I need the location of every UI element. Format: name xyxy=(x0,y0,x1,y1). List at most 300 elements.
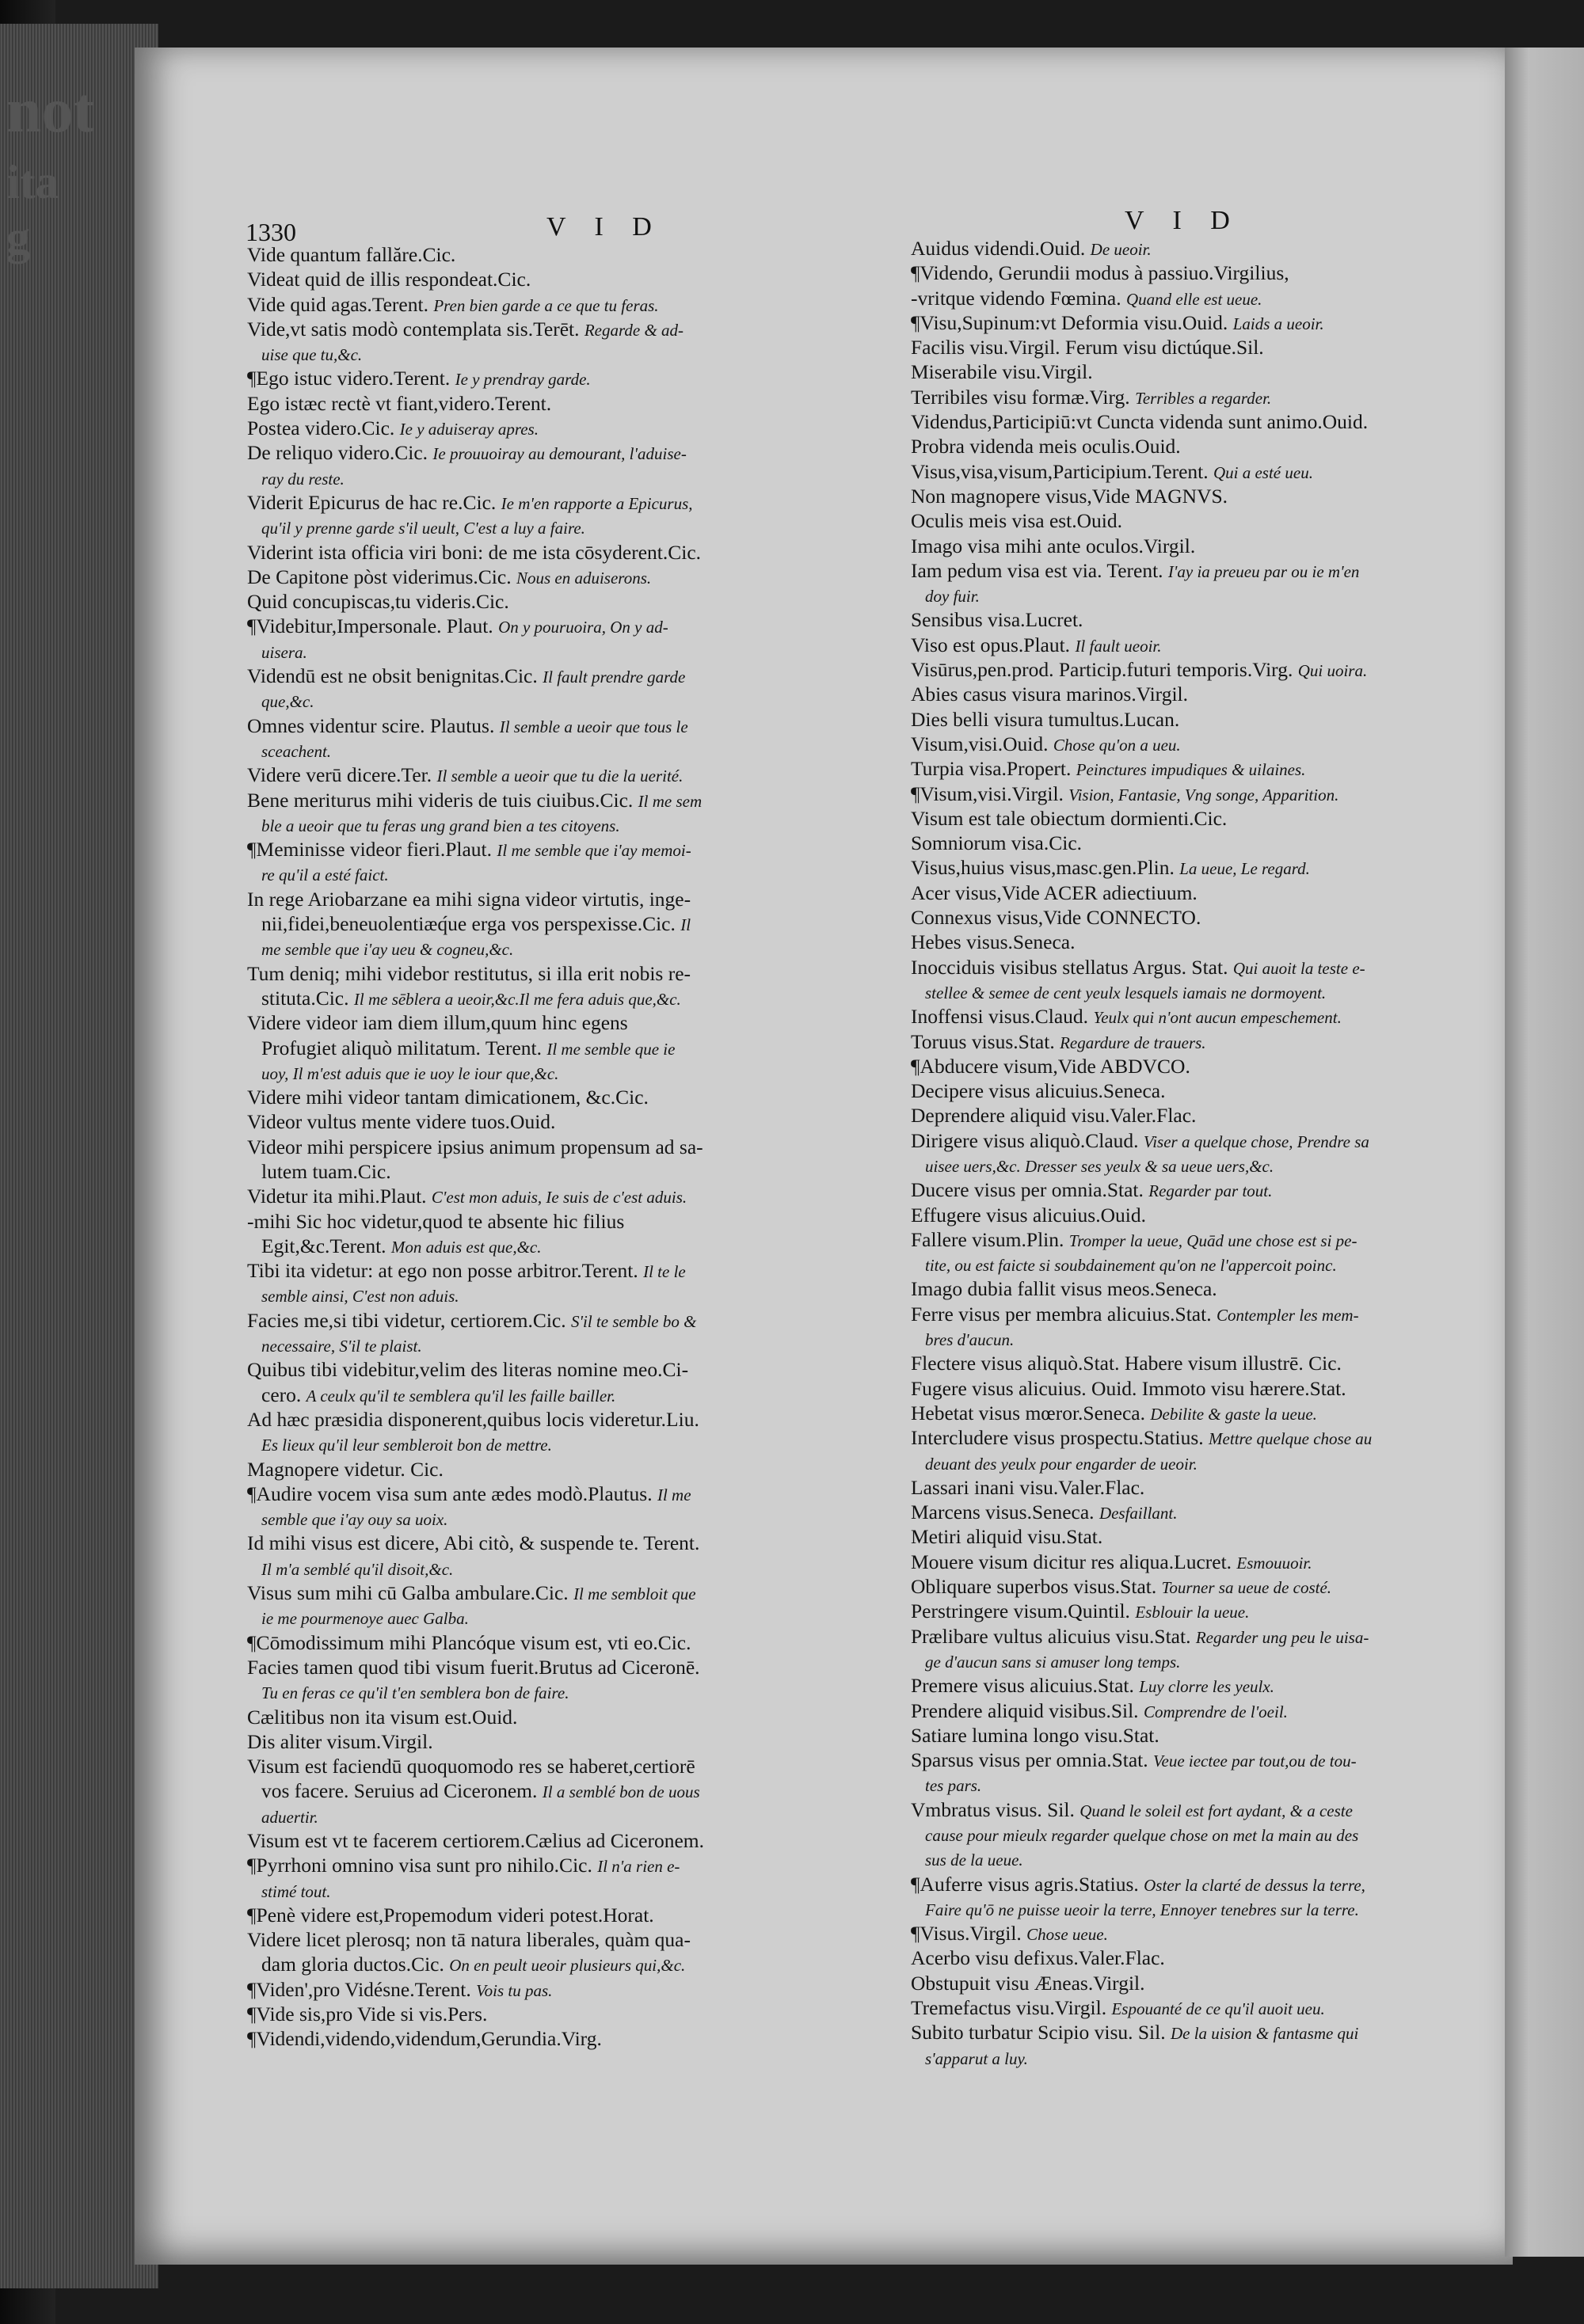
latin-text: ¶Abducere visum,Vide ABDVCO. xyxy=(911,1054,1190,1078)
french-gloss: Quand elle est ueue. xyxy=(1125,289,1262,309)
dictionary-line xyxy=(247,1308,889,1333)
french-gloss: que,&c. xyxy=(261,692,314,712)
french-gloss: Laids a ueoir. xyxy=(1232,314,1324,333)
dictionary-line xyxy=(911,359,1497,384)
dictionary-line xyxy=(247,1333,889,1357)
dictionary-line xyxy=(247,837,889,862)
dictionary-line xyxy=(247,788,889,812)
dictionary-line xyxy=(247,366,889,390)
dictionary-line xyxy=(911,1995,1497,2020)
dictionary-line xyxy=(247,1804,889,1828)
french-gloss: Il me semble que ie xyxy=(546,1039,676,1059)
latin-text: Acerbo visu defixus.Valer.Flac. xyxy=(911,1946,1165,1970)
french-gloss: Oster la clarté de dessus la terre, xyxy=(1144,1875,1365,1895)
dictionary-line xyxy=(247,1135,889,1159)
latin-text: Visum est faciendū quoquomodo res se haberet,certiorē xyxy=(247,1755,695,1778)
latin-text: Videor vultus mente videre tuos.Ouid. xyxy=(247,1110,556,1134)
french-gloss: Quand le soleil est fort aydant, & a ceste xyxy=(1079,1801,1353,1820)
dictionary-line xyxy=(911,1252,1497,1276)
dictionary-line xyxy=(911,2045,1497,2070)
latin-text: Visum est vt te facerem certiorem.Cælius ad Ciceronem. xyxy=(247,1829,704,1852)
dictionary-line xyxy=(911,558,1497,583)
french-gloss: uisera. xyxy=(261,642,307,662)
latin-text: Id mihi visus est dicere, Abi citò, & suspende te. Terent. xyxy=(247,1531,700,1555)
dictionary-line xyxy=(911,310,1497,335)
latin-text: Toruus visus.Stat. xyxy=(911,1029,1055,1053)
latin-text: Videndū est ne obsit benignitas.Cic. xyxy=(247,664,538,688)
latin-text: Videre licet plerosq; non tā natura liberales, quàm qua- xyxy=(247,1928,691,1952)
dictionary-line xyxy=(911,1673,1497,1698)
dictionary-line xyxy=(911,1475,1497,1500)
dictionary-line xyxy=(911,1599,1497,1623)
dictionary-line xyxy=(911,1971,1497,1995)
latin-text: Cælitibus non ita visum est.Ouid. xyxy=(247,1705,518,1729)
folio-number: 1330 xyxy=(246,218,296,246)
french-gloss: uisee uers,&c. Dresser ses yeulx & sa ueue uers,&c. xyxy=(925,1156,1274,1176)
dictionary-line xyxy=(911,1128,1497,1153)
dictionary-line xyxy=(911,261,1497,285)
dictionary-line xyxy=(247,1506,889,1531)
latin-text: Inoffensi visus.Claud. xyxy=(911,1005,1089,1029)
latin-text: Vmbratus visus. Sil. xyxy=(911,1797,1075,1821)
latin-text: Perstringere visum.Quintil. xyxy=(911,1599,1130,1623)
latin-text: Quid concupiscas,tu videris.Cic. xyxy=(247,590,509,614)
french-gloss: aduertir. xyxy=(261,1807,318,1827)
latin-text: Visum est tale obiectum dormienti.Cic. xyxy=(911,806,1228,830)
latin-text: stituta.Cic. xyxy=(261,986,349,1010)
french-gloss: Il me semble que i'ay memoi- xyxy=(497,841,691,861)
latin-text: Iam pedum visa est via. Terent. xyxy=(911,558,1163,582)
dictionary-line xyxy=(247,540,889,565)
latin-text: Quibus tibi videbitur,velim des literas nomine meo.Ci- xyxy=(247,1358,689,1382)
french-gloss: doy fuir. xyxy=(925,587,980,607)
latin-text: Videndus,Participiū:vt Cuncta videnda sunt animo.Ouid. xyxy=(911,410,1369,434)
french-gloss: deuant des yeulx pour engarder de ueoir. xyxy=(925,1454,1198,1474)
dictionary-line xyxy=(247,763,889,787)
dictionary-line xyxy=(247,1903,889,1927)
latin-text: Visus,huius visus,masc.gen.Plin. xyxy=(911,856,1175,880)
dictionary-line xyxy=(911,1550,1497,1574)
dictionary-line xyxy=(247,1754,889,1778)
latin-text: Videre mihi videor tantam dimicationem, &c.Cic. xyxy=(247,1086,649,1109)
latin-text: ¶Visus.Virgil. xyxy=(911,1922,1022,1946)
french-gloss: Ie m'en rapporte a Epicurus, xyxy=(501,493,693,513)
french-gloss: Yeulx qui n'ont aucun empeschement. xyxy=(1093,1008,1342,1028)
latin-text: Deprendere aliquid visu.Valer.Flac. xyxy=(911,1104,1197,1128)
dictionary-line xyxy=(911,1698,1497,1723)
dictionary-line xyxy=(247,1853,889,1877)
dictionary-line xyxy=(247,416,889,440)
latin-text: Dies belli visura tumultus.Lucan. xyxy=(911,707,1180,731)
dictionary-line xyxy=(911,1946,1497,1970)
dictionary-line xyxy=(911,409,1497,434)
latin-text: Imago visa mihi ante oculos.Virgil. xyxy=(911,534,1196,557)
latin-text: ¶Videndi,videndo,videndum,Gerundia.Virg. xyxy=(247,2027,602,2051)
latin-text: Profugiet aliquò militatum. Terent. xyxy=(261,1036,542,1059)
dictionary-line xyxy=(247,961,889,986)
french-gloss: uoy, Il m'est aduis que ie uoy le iour que,&c. xyxy=(261,1063,559,1083)
dictionary-line xyxy=(247,440,889,465)
dictionary-line xyxy=(247,1036,889,1060)
dictionary-line xyxy=(247,1357,889,1382)
latin-text: ¶Visum,visi.Virgil. xyxy=(911,782,1064,805)
dictionary-line xyxy=(247,317,889,341)
french-gloss: Debilite & gaste la ueue. xyxy=(1150,1404,1317,1424)
french-gloss: Chose qu'on a ueu. xyxy=(1053,735,1181,755)
latin-text: Egit,&c.Terent. xyxy=(261,1234,386,1257)
dictionary-line xyxy=(247,490,889,515)
french-gloss: necessaire, S'il te plaist. xyxy=(261,1337,422,1356)
french-gloss: Chose ueue. xyxy=(1026,1925,1108,1945)
french-gloss: Il n'a rien e- xyxy=(597,1857,680,1877)
latin-text: Acer visus,Vide ACER adiectiuum. xyxy=(911,881,1198,904)
french-gloss: Qui a esté ueu. xyxy=(1213,462,1313,482)
spine-text: g xyxy=(6,211,30,264)
dictionary-line xyxy=(247,936,889,960)
dictionary-line xyxy=(911,1797,1497,1822)
dictionary-line xyxy=(247,1927,889,1952)
french-gloss: Il semble a ueoir que tous le xyxy=(499,717,688,736)
french-gloss: On y pouruoira, On y ad- xyxy=(498,618,668,637)
left-column xyxy=(247,242,889,2052)
french-gloss: tes pars. xyxy=(925,1776,982,1796)
latin-text: Hebetat visus mœror.Seneca. xyxy=(911,1401,1146,1424)
latin-text: Dis aliter visum.Virgil. xyxy=(247,1729,433,1753)
latin-text: Probra videnda meis oculis.Ouid. xyxy=(911,435,1181,458)
latin-text: Dirigere visus aliquò.Claud. xyxy=(911,1128,1139,1152)
dictionary-line xyxy=(911,831,1497,855)
french-gloss: bres d'aucun. xyxy=(925,1330,1015,1350)
french-gloss: I'ay ia preueu par ou ie m'en xyxy=(1167,561,1360,581)
dictionary-line xyxy=(911,657,1497,682)
dictionary-line xyxy=(247,1778,889,1803)
running-head-right: V I D xyxy=(1125,206,1241,235)
dictionary-line xyxy=(247,1556,889,1580)
french-gloss: Espouanté de ce qu'il auoit ueu. xyxy=(1111,1999,1325,2019)
dictionary-line xyxy=(247,986,889,1010)
latin-text: Obstupuit visu Æneas.Virgil. xyxy=(911,1971,1145,1995)
dictionary-line xyxy=(911,979,1497,1004)
latin-text: Ego istæc rectè vt fiant,videro.Terent. xyxy=(247,391,552,415)
right-column xyxy=(911,236,1497,2070)
dictionary-line xyxy=(911,1153,1497,1177)
latin-text: Effugere visus alicuius.Ouid. xyxy=(911,1203,1146,1227)
latin-text: Flectere visus aliquò.Stat. Habere visum illustrē. Cic. xyxy=(911,1352,1342,1375)
dictionary-line xyxy=(247,614,889,638)
latin-text: De Capitone pòst viderimus.Cic. xyxy=(247,565,512,588)
latin-text: Imago dubia fallit visus meos.Seneca. xyxy=(911,1277,1217,1301)
latin-text: Visus,visa,visum,Participium.Terent. xyxy=(911,459,1209,483)
french-gloss: La ueue, Le regard. xyxy=(1179,859,1310,879)
french-gloss: Ie prouuoiray au demourant, l'aduise- xyxy=(432,444,687,464)
french-gloss: Faire qu'ō ne puisse ueoir la terre, Ennoyer tenebres sur la terre. xyxy=(925,1900,1359,1919)
dictionary-line xyxy=(911,1500,1497,1524)
dictionary-line xyxy=(911,1425,1497,1450)
dictionary-line xyxy=(911,782,1497,806)
french-gloss: semble que i'ay ouy sa uoix. xyxy=(261,1510,448,1530)
latin-text: Magnopere videtur. Cic. xyxy=(247,1457,444,1481)
latin-text: Videre verū dicere.Ter. xyxy=(247,763,432,787)
latin-text: ¶Auferre visus agris.Statius. xyxy=(911,1872,1139,1896)
dictionary-line xyxy=(247,1283,889,1307)
latin-text: Visūrus,pen.prod. Particip.futuri temporis.Virg. xyxy=(911,658,1293,682)
latin-text: ¶Meminisse videor fieri.Plaut. xyxy=(247,838,493,862)
french-gloss: Terribles a regarder. xyxy=(1135,388,1272,408)
latin-text: Vide quantum fallăre.Cic. xyxy=(247,243,456,266)
latin-text: Viderit Epicurus de hac re.Cic. xyxy=(247,490,497,514)
french-gloss: sus de la ueue. xyxy=(925,1850,1023,1870)
latin-text: Decipere visus alicuius.Seneca. xyxy=(911,1079,1166,1103)
french-gloss: Tromper la ueue, Quād une chose est si pe- xyxy=(1068,1230,1357,1250)
dictionary-line xyxy=(247,1109,889,1134)
dictionary-line xyxy=(247,1828,889,1853)
dictionary-line xyxy=(247,1060,889,1085)
french-gloss: De ueoir. xyxy=(1090,240,1152,259)
latin-text: Connexus visus,Vide CONNECTO. xyxy=(911,906,1201,930)
dictionary-line xyxy=(247,639,889,664)
dictionary-line xyxy=(247,1258,889,1283)
french-gloss: cause pour mieulx regarder quelque chose on met la main au des xyxy=(925,1826,1359,1845)
dictionary-line xyxy=(247,1705,889,1729)
french-gloss: Veue iectee par tout,ou de tou- xyxy=(1153,1752,1357,1771)
dictionary-line xyxy=(247,1432,889,1456)
french-gloss: stellee & semee de cent yeulx lesquels iamais ne dormoyent. xyxy=(925,983,1327,1002)
french-gloss: Il a semblé bon de uous xyxy=(542,1782,700,1802)
dictionary-line xyxy=(247,1457,889,1482)
french-gloss: Regarder par tout. xyxy=(1148,1181,1273,1201)
latin-text: Premere visus alicuius.Stat. xyxy=(911,1674,1134,1698)
french-gloss: A ceulx qu'il te semblera qu'il les faille bailler. xyxy=(306,1386,616,1405)
french-gloss: Comprendre de l'oeil. xyxy=(1143,1702,1288,1721)
dictionary-line xyxy=(911,732,1497,756)
dictionary-line xyxy=(911,1177,1497,1202)
latin-text: Viso est opus.Plaut. xyxy=(911,633,1071,656)
dictionary-line xyxy=(247,1482,889,1506)
latin-text: Fugere visus alicuius. Ouid. Immoto visu hærere.Stat. xyxy=(911,1376,1346,1400)
french-gloss: Viser a quelque chose, Prendre sa xyxy=(1143,1132,1369,1151)
french-gloss: qu'il y prenne garde s'il ueult, C'est a luy a faire. xyxy=(261,519,585,538)
french-gloss: Ie y aduiseray apres. xyxy=(399,420,539,439)
latin-text: ¶Videbitur,Impersonale. Plaut. xyxy=(247,614,493,638)
latin-text: Postea videro.Cic. xyxy=(247,416,395,440)
dictionary-line xyxy=(911,1276,1497,1301)
french-gloss: Esblouir la ueue. xyxy=(1135,1603,1250,1622)
latin-text: Obliquare superbos visus.Stat. xyxy=(911,1575,1157,1599)
french-gloss: Il xyxy=(680,915,691,935)
dictionary-line xyxy=(247,1010,889,1035)
latin-text: Somniorum visa.Cic. xyxy=(911,831,1083,855)
latin-text: ¶Vide sis,pro Vide si vis.Pers. xyxy=(247,2003,488,2026)
french-gloss: Il m'a semblé qu'il disoit,&c. xyxy=(261,1559,454,1579)
french-gloss: ble a ueoir que tu feras ung grand bien a tes citoyens. xyxy=(261,816,620,835)
dictionary-line xyxy=(247,1407,889,1432)
latin-text: ¶Videndo, Gerundii modus à passiuo.Virgilius, xyxy=(911,261,1289,285)
latin-text: Videor mihi perspicere ipsius animum propensum ad sa- xyxy=(247,1135,703,1158)
dictionary-line xyxy=(911,1624,1497,1649)
dictionary-line xyxy=(911,286,1497,310)
french-gloss: Qui uoira. xyxy=(1297,661,1368,681)
dictionary-line xyxy=(247,738,889,763)
latin-text: In rege Ariobarzane ea mihi signa videor virtutis, inge- xyxy=(247,887,691,911)
dictionary-line xyxy=(247,242,889,267)
dictionary-line xyxy=(247,1878,889,1903)
french-gloss: ray du reste. xyxy=(261,469,345,489)
dictionary-line xyxy=(247,1580,889,1605)
dictionary-line xyxy=(911,1921,1497,1946)
french-gloss: Qui auoit la teste e- xyxy=(1232,958,1365,978)
french-gloss: Il me sembloit que xyxy=(573,1584,696,1604)
dictionary-line xyxy=(911,335,1497,359)
dictionary-line xyxy=(911,930,1497,954)
dictionary-line xyxy=(247,812,889,837)
french-gloss: Peinctures impudiques & uilaines. xyxy=(1076,760,1306,780)
dictionary-line xyxy=(247,1655,889,1679)
latin-text: ¶Audire vocem visa sum ante ædes modò.Plautus. xyxy=(247,1482,653,1505)
french-gloss: Regardure de trauers. xyxy=(1060,1033,1206,1052)
french-gloss: Il me xyxy=(657,1485,691,1504)
dictionary-line xyxy=(247,1383,889,1407)
french-gloss: C'est mon aduis, Ie suis de c'est aduis. xyxy=(431,1188,687,1208)
latin-text: ¶Penè videre est,Propemodum videri potest.Horat. xyxy=(247,1903,654,1927)
dictionary-line xyxy=(911,1078,1497,1103)
dictionary-line xyxy=(911,607,1497,632)
latin-text: Auidus videndi.Ouid. xyxy=(911,237,1086,260)
dictionary-line xyxy=(911,707,1497,732)
latin-text: Facies tamen quod tibi visum fuerit.Brutus ad Ciceronē. xyxy=(247,1655,700,1679)
dictionary-line xyxy=(911,1351,1497,1375)
latin-text: Lassari inani visu.Valer.Flac. xyxy=(911,1475,1145,1499)
latin-text: Ducere visus per omnia.Stat. xyxy=(911,1178,1144,1202)
latin-text: Omnes videntur scire. Plautus. xyxy=(247,713,495,737)
latin-text: -vritque videndo Fœmina. xyxy=(911,286,1121,310)
latin-text: Satiare lumina longo visu.Stat. xyxy=(911,1723,1159,1747)
latin-text: dam gloria ductos.Cic. xyxy=(261,1953,444,1976)
dictionary-line xyxy=(247,589,889,614)
french-gloss: Regarde & ad- xyxy=(584,320,684,340)
french-gloss: De la uision & fantasme qui xyxy=(1170,2024,1359,2044)
dictionary-line xyxy=(911,1004,1497,1029)
french-gloss: tite, ou est faicte si soubdainement qu'on ne l'appercoit poinc. xyxy=(925,1256,1337,1276)
french-gloss: On en peult ueoir plusieurs qui,&c. xyxy=(449,1956,686,1976)
french-gloss: Il fault prendre garde xyxy=(543,668,686,687)
dictionary-line xyxy=(911,1227,1497,1252)
latin-text: Vide quid agas.Terent. xyxy=(247,292,428,316)
dictionary-line xyxy=(911,1574,1497,1599)
latin-text: Oculis meis visa est.Ouid. xyxy=(911,509,1123,533)
dictionary-line xyxy=(911,1376,1497,1401)
dictionary-line xyxy=(247,911,889,936)
dictionary-line xyxy=(247,1531,889,1555)
french-gloss: Il fault ueoir. xyxy=(1075,636,1162,656)
french-gloss: sceachent. xyxy=(261,741,332,761)
latin-text: Intercludere visus prospectu.Statius. xyxy=(911,1426,1204,1450)
dictionary-line xyxy=(911,1451,1497,1475)
french-gloss: Ie y prendray garde. xyxy=(455,370,591,390)
french-gloss: Mon aduis est que,&c. xyxy=(390,1237,542,1257)
french-gloss: semble ainsi, C'est non aduis. xyxy=(261,1287,459,1307)
french-gloss: Il me sem xyxy=(638,791,703,811)
french-gloss: Mettre quelque chose au xyxy=(1209,1429,1373,1449)
french-gloss: S'il te semble bo & xyxy=(571,1311,697,1331)
latin-text: vos facere. Seruius ad Ciceronem. xyxy=(261,1779,538,1803)
latin-text: -mihi Sic hoc videtur,quod te absente hic filius xyxy=(247,1209,625,1233)
dictionary-line xyxy=(911,1524,1497,1549)
latin-text: Turpia visa.Propert. xyxy=(911,757,1072,781)
dictionary-line xyxy=(911,682,1497,706)
dictionary-line xyxy=(911,756,1497,781)
french-gloss: Esmouuoir. xyxy=(1236,1553,1312,1573)
latin-text: Visus sum mihi cū Galba ambulare.Cic. xyxy=(247,1581,569,1605)
latin-text: Videtur ita mihi.Plaut. xyxy=(247,1185,427,1208)
french-gloss: Tourner sa ueue de costé. xyxy=(1161,1578,1332,1598)
latin-text: Marcens visus.Seneca. xyxy=(911,1501,1095,1524)
latin-text: ¶Cōmodissimum mihi Plancóque visum est, vti eo.Cic. xyxy=(247,1630,691,1654)
running-head-left: V I D xyxy=(546,212,663,242)
latin-text: Facilis visu.Virgil. Ferum visu dictúque.Sil. xyxy=(911,336,1264,359)
dictionary-line xyxy=(247,1605,889,1630)
latin-text: Sensibus visa.Lucret. xyxy=(911,608,1083,632)
latin-text: Sparsus visus per omnia.Stat. xyxy=(911,1748,1148,1772)
french-gloss: Il te le xyxy=(643,1262,686,1282)
latin-text: ¶Viden',pro Vidésne.Terent. xyxy=(247,1977,471,2001)
dictionary-line xyxy=(247,391,889,416)
dictionary-line xyxy=(911,1649,1497,1673)
dictionary-line xyxy=(247,1184,889,1208)
dictionary-line xyxy=(247,1977,889,2002)
dictionary-line xyxy=(247,1085,889,1109)
latin-text: Terribiles visu formæ.Virg. xyxy=(911,385,1130,409)
dictionary-line xyxy=(911,484,1497,508)
dictionary-line xyxy=(911,1772,1497,1797)
dictionary-line xyxy=(247,862,889,886)
french-gloss: Il me sēblera a ueoir,&c.Il me fera aduis que,&c. xyxy=(353,989,681,1009)
latin-text: Tremefactus visu.Virgil. xyxy=(911,1996,1107,2020)
french-gloss: Vois tu pas. xyxy=(476,1980,553,2000)
dictionary-line xyxy=(911,583,1497,607)
dictionary-line xyxy=(247,1630,889,1655)
latin-text: Fallere visum.Plin. xyxy=(911,1227,1064,1251)
dictionary-line xyxy=(911,633,1497,657)
dictionary-line xyxy=(911,1822,1497,1847)
dictionary-line xyxy=(911,1401,1497,1425)
spine-text: ita xyxy=(6,156,59,208)
latin-text: Visum,visi.Ouid. xyxy=(911,732,1049,755)
dictionary-line xyxy=(247,688,889,713)
dictionary-line xyxy=(911,1723,1497,1748)
latin-text: Miserabile visu.Virgil. xyxy=(911,360,1093,384)
french-gloss: s'apparut a luy. xyxy=(925,2048,1028,2068)
dictionary-line xyxy=(247,565,889,589)
latin-text: nii,fidei,beneuolentiæq́ue erga vos perspexisse.Cic. xyxy=(261,912,676,936)
latin-text: Videre videor iam diem illum,quum hinc egens xyxy=(247,1011,628,1035)
french-gloss: Luy clorre les yeulx. xyxy=(1139,1677,1274,1697)
latin-text: lutem tuam.Cic. xyxy=(261,1159,391,1183)
latin-text: Hebes visus.Seneca. xyxy=(911,930,1076,954)
dictionary-line xyxy=(247,2026,889,2051)
dictionary-line xyxy=(247,2002,889,2026)
dictionary-line xyxy=(247,267,889,291)
dictionary-line xyxy=(911,1054,1497,1078)
latin-text: Videat quid de illis respondeat.Cic. xyxy=(247,268,531,291)
dictionary-line xyxy=(911,1896,1497,1921)
latin-text: Vide,vt satis modò contemplata sis.Terēt. xyxy=(247,317,580,340)
latin-text: Facies me,si tibi videtur, certiorem.Cic. xyxy=(247,1308,566,1332)
french-gloss: Es lieux qu'il leur sembleroit bon de mettre. xyxy=(261,1436,552,1455)
dictionary-line xyxy=(911,1872,1497,1896)
latin-text: Metiri aliquid visu.Stat. xyxy=(911,1525,1103,1549)
dictionary-line xyxy=(247,713,889,738)
dictionary-line xyxy=(911,534,1497,558)
